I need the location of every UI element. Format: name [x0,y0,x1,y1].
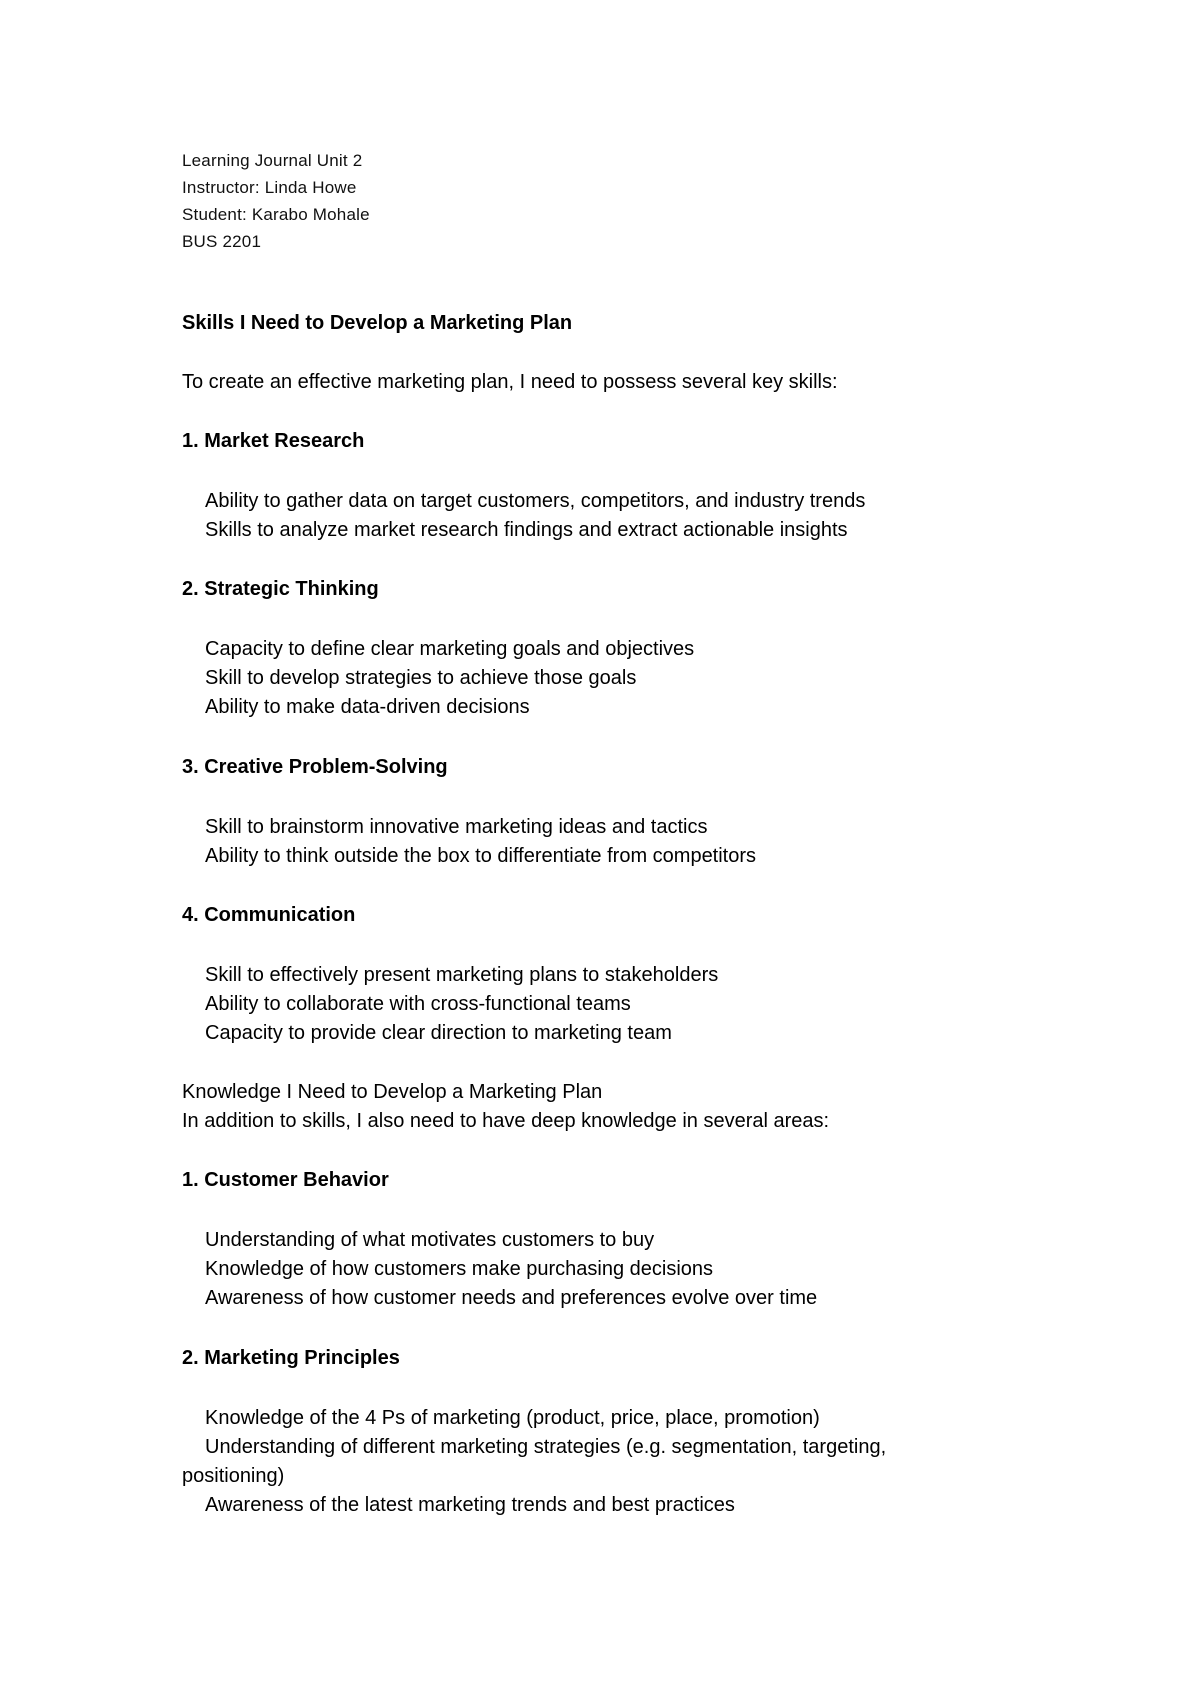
list-item: Ability to collaborate with cross-functional teams [205,993,631,1015]
knowledge-section-title: 1. Customer Behavior [182,1169,389,1191]
skills-section-title: 1. Market Research [182,430,365,452]
list-item: Skill to develop strategies to achieve those goals [205,667,637,689]
list-item-continuation: positioning) [182,1465,285,1487]
instructor-line: Instructor: Linda Howe [182,178,357,197]
skills-section-title: 3. Creative Problem-Solving [182,756,448,778]
knowledge-heading: Knowledge I Need to Develop a Marketing Plan [182,1081,603,1103]
list-item: Ability to gather data on target customers, competitors, and industry trends [205,490,866,512]
student-line: Student: Karabo Mohale [182,205,370,224]
list-item: Awareness of how customer needs and preferences evolve over time [205,1287,818,1309]
skills-section-title: 4. Communication [182,904,356,926]
list-item: Knowledge of the 4 Ps of marketing (product, price, place, promotion) [205,1407,820,1429]
journal-title: Learning Journal Unit 2 [182,151,363,170]
list-item: Ability to think outside the box to differentiate from competitors [205,845,757,867]
list-item: Capacity to define clear marketing goals and objectives [205,638,695,660]
list-item: Skills to analyze market research findings and extract actionable insights [205,519,848,541]
list-item: Skill to effectively present marketing plans to stakeholders [205,964,719,986]
skills-heading: Skills I Need to Develop a Marketing Plan [182,312,573,334]
list-item: Ability to make data-driven decisions [205,696,530,718]
list-item: Understanding of what motivates customers to buy [205,1229,655,1251]
course-code: BUS 2201 [182,232,262,251]
skills-intro: To create an effective marketing plan, I need to possess several key skills: [182,371,838,393]
list-item: Understanding of different marketing strategies (e.g. segmentation, targeting, [205,1436,887,1458]
list-item: Skill to brainstorm innovative marketing ideas and tactics [205,816,708,838]
list-item: Awareness of the latest marketing trends and best practices [205,1494,735,1516]
list-item: Knowledge of how customers make purchasing decisions [205,1258,714,1280]
list-item: Capacity to provide clear direction to marketing team [205,1022,672,1044]
skills-section-title: 2. Strategic Thinking [182,578,379,600]
knowledge-section-title: 2. Marketing Principles [182,1347,400,1369]
knowledge-intro: In addition to skills, I also need to have deep knowledge in several areas: [182,1110,830,1132]
